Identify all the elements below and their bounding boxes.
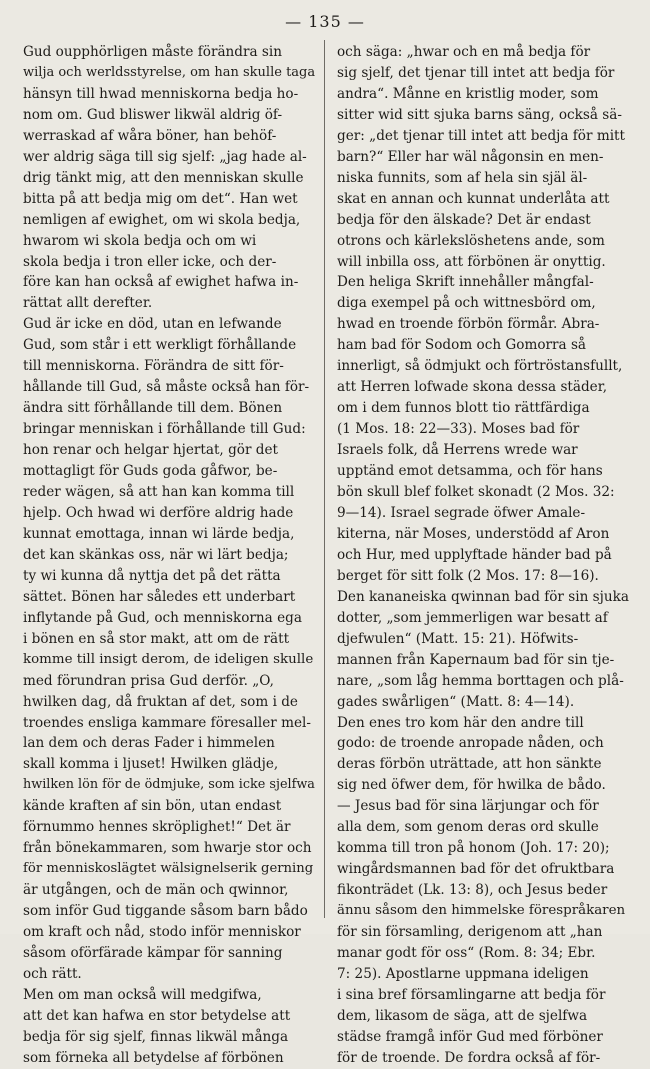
text-line: djefwulen“ (Matt. 15: 21). Höfwits- — [337, 630, 579, 647]
text-line: ham bad för Sodom och Gomorra så — [337, 337, 587, 354]
text-line: Men om man också will medgifwa, — [23, 986, 262, 1003]
text-line: med förundran prisa Gud derför. „O, — [23, 672, 274, 689]
text-line: Israels folk, då Herrens wrede war — [337, 442, 578, 459]
text-line: bitta på att bedja mig om det“. Han wet — [23, 190, 298, 207]
text-line: manar godt för oss“ (Rom. 8: 34; Ebr. — [337, 944, 596, 961]
text-line: dem, likasom de säga, att de sjelfwa — [337, 1007, 588, 1024]
text-line: för sin församling, derigenom att „han — [337, 924, 603, 941]
column-divider — [324, 40, 325, 918]
text-line: wilja och werldsstyrelse, om han skulle taga — [23, 64, 315, 80]
text-line: alla dem, som genom deras ord skulle — [337, 819, 599, 836]
text-line: niska funnits, som af hela sin själ äl- — [337, 169, 588, 186]
text-line: Gud, som står i ett werkligt förhållande — [23, 337, 297, 354]
text-line: inflytande på Gud, och menniskorna ega — [23, 609, 302, 626]
text-line: kände kraften af sin bön, utan endast — [23, 798, 282, 815]
text-line: hwilken lön för de ödmjuke, som icke sjelfwa — [23, 777, 315, 793]
text-line: wer aldrig säga till sig sjelf: „jag hade al- — [23, 148, 307, 165]
text-line: sig ned öfwer dem, för hwilka de bådo. — [337, 777, 606, 794]
text-line: kunnat emottaga, innan wi lärde bedja, — [23, 525, 295, 542]
text-line: hänsyn till hwad menniskorna bedja ho- — [23, 85, 299, 102]
text-line: i bönen en så stor makt, att om de rätt — [23, 630, 290, 647]
text-line: dotter, „som jemmerligen war besatt af — [337, 609, 608, 626]
text-line: Gud oupphörligen måste förändra sin — [23, 44, 283, 60]
text-line: det kan skänkas oss, när wi lärt bedja; — [23, 546, 289, 563]
text-line: såsom oförfärade kämpar för sanning — [23, 944, 283, 961]
text-line: skola bedja i tron eller icke, och der- — [23, 253, 277, 270]
text-line: troendes ensliga kammare föresaller mel- — [23, 714, 311, 731]
text-line: mannen från Kapernaum bad för sin tje- — [337, 651, 615, 668]
text-line: som inför Gud tiggande såsom barn bådo — [23, 903, 308, 920]
text-line: är utgången, och de män och qwinnor, — [23, 882, 289, 899]
text-line: wingårdsmannen bad för det ofruktbara — [337, 861, 615, 878]
text-line: hwarom wi skola bedja och om wi — [23, 232, 257, 249]
text-line: innerligt, så ödmjukt och förtröstansfullt, — [337, 358, 623, 375]
text-line: ännu såsom den himmelske förespråkaren — [337, 903, 626, 919]
text-line: Gud är icke en död, utan en lefwande — [23, 316, 282, 333]
text-line: Den enes tro kom här den andre till — [337, 714, 584, 731]
text-line: rättat allt derefter. — [23, 295, 153, 312]
text-line: nare, „som låg hemma borttagen och plå- — [337, 672, 624, 689]
text-line: mottagligt för Guds goda gåfwor, be- — [23, 463, 278, 480]
text-line: berget för sitt folk (2 Mos. 17: 8—16). — [337, 567, 599, 584]
text-line: bedja för sig sjelf, finnas likwäl många — [23, 1028, 289, 1045]
text-line: sättet. Bönen har således ett underbart — [23, 588, 296, 605]
text-line: fikonträdet (Lk. 13: 8), och Jesus beder — [337, 882, 608, 899]
text-line: godo: de troende anropade nåden, och — [337, 735, 604, 752]
text-line: komme till insigt derom, de ideligen skulle — [23, 651, 314, 667]
page-number: — 135 — — [285, 12, 365, 31]
text-line: — Jesus bad för sina lärjungar och för — [337, 798, 599, 815]
text-line: om kraft och nåd, stodo inför menniskor — [23, 924, 301, 941]
text-line: städse framgå inför Gud med förböner — [337, 1028, 603, 1045]
text-line: nom om. Gud bliswer likwäl aldrig öf- — [23, 106, 283, 123]
text-line: Den kananeiska qwinnan bad för sin sjuka — [337, 588, 629, 605]
text-line: ty wi kunna då nyttja det på det rätta — [23, 567, 281, 584]
text-line: bringar menniskan i förhållande till Gud: — [23, 421, 306, 438]
text-line: att Herren lofwade skona dessa städer, — [337, 379, 608, 396]
text-line: 7: 25). Apostlarne uppmana ideligen — [337, 965, 589, 982]
text-line: diga exempel på och wittnesbörd om, — [337, 295, 596, 312]
text-line: från bönekammaren, som hwarje stor och — [23, 840, 312, 857]
text-line: lan dem och deras Fader i himmelen — [23, 735, 275, 752]
left-text-column — [23, 42, 315, 1069]
text-line: som förneka all betydelse af förbönen — [23, 1049, 284, 1066]
text-line: komma till tron på honom (Joh. 17: 20); — [337, 840, 610, 857]
text-line: hwad en troende förbön förmår. Abra- — [337, 316, 600, 333]
text-line: nemligen af ewighet, om wi skola bedja, — [23, 211, 301, 228]
text-line: kiterna, när Moses, understödd af Aron — [337, 525, 610, 542]
text-line: i sina bref församlingarne att bedja för — [337, 986, 606, 1003]
text-line: bedja för den älskade? Det är endast — [337, 211, 591, 228]
text-line: för menniskoslägtet wälsignelserik gerning — [23, 861, 314, 877]
text-line: 9—14). Israel segrade öfwer Amale- — [337, 504, 586, 521]
text-line: och säga: „hwar och en må bedja för — [337, 44, 591, 60]
text-line: deras förbön uträttade, att hon sänkte — [337, 756, 602, 773]
text-line: förnummo hennes skröplighet!“ Det är — [23, 819, 291, 836]
text-line: reder wägen, så att han kan komma till — [23, 484, 295, 501]
text-line: will inbilla oss, att förbönen är onyttig. — [337, 253, 606, 270]
text-line: Den heliga Skrift innehåller mångfal- — [337, 274, 594, 291]
right-text-column — [337, 42, 629, 1069]
text-line: skat en annan och kunnat underlåta att — [337, 190, 610, 207]
text-line: sitter wid sitt sjuka barns säng, också sä- — [337, 106, 622, 123]
text-line: sig sjelf, det tjenar till intet att bedja för — [337, 64, 615, 81]
text-line: och rätt. — [23, 965, 82, 982]
text-line: ändra sitt förhållande till dem. Bönen — [23, 400, 283, 417]
text-line: att det kan hafwa en stor betydelse att — [23, 1007, 291, 1024]
text-line: (1 Mos. 18: 22—33). Moses bad för — [337, 421, 580, 438]
text-line: hjelp. Och hwad wi derföre aldrig hade — [23, 504, 294, 521]
text-line: för de troende. De fordra också af för- — [337, 1049, 601, 1066]
text-line: före kan han också af ewighet hafwa in- — [23, 274, 299, 291]
text-line: drig tänkt mig, att den menniskan skulle — [23, 169, 304, 186]
text-line: om i dem funnos blott tio rättfärdiga — [337, 400, 590, 417]
text-line: werraskad af wåra böner, han behöf- — [23, 127, 277, 144]
text-line: andra“. Månne en kristlig moder, som — [337, 85, 599, 102]
text-line: bön skull blef folket skonadt (2 Mos. 32: — [337, 484, 615, 501]
text-line: till menniskorna. Förändra de sitt för- — [23, 358, 284, 375]
text-line: hon renar och helgar hjertat, gör det — [23, 442, 278, 459]
text-line: hållande till Gud, så måste också han för- — [23, 379, 310, 396]
text-line: hwilken dag, då fruktan af det, som i de — [23, 693, 298, 710]
text-line: barn?“ Eller har wäl någonsin en men- — [337, 148, 604, 165]
text-line: gades swårligen“ (Matt. 8: 4—14). — [337, 693, 575, 710]
text-line: skall komma i ljuset! Hwilken glädje, — [23, 756, 279, 773]
text-line: otrons och kärlekslöshetens ande, som — [337, 232, 605, 249]
text-line: ger: „det tjenar till intet att bedja för mitt — [337, 127, 625, 144]
text-line: och Hur, med upplyftade händer bad på — [337, 546, 612, 563]
text-line: upptänd emot detsamma, och för hans — [337, 463, 603, 480]
